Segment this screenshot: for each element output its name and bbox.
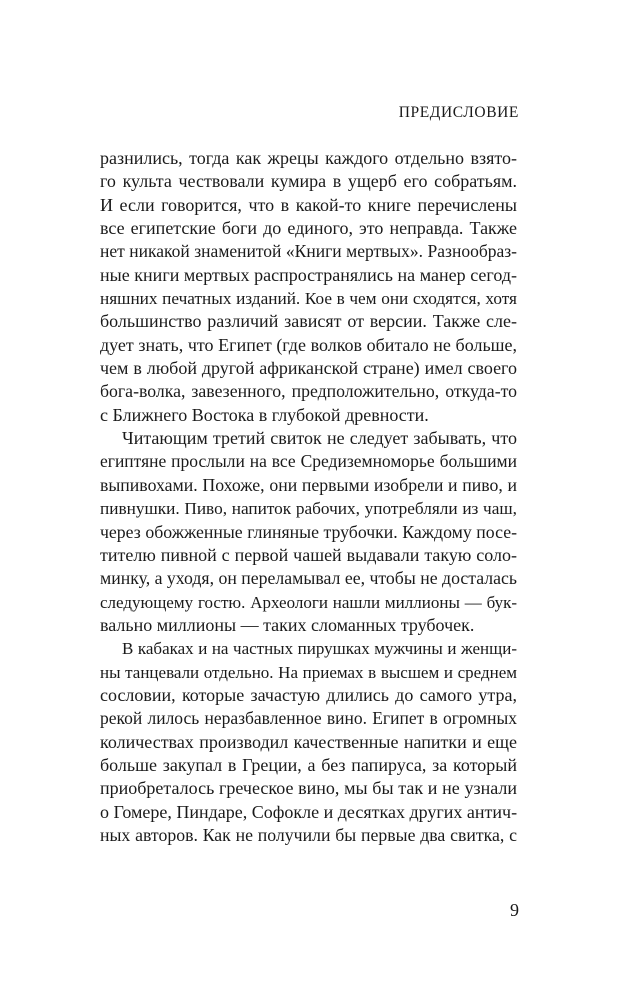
text-line: все египетские боги до единого, это неправда. Также (100, 218, 517, 239)
text-line: няшних печатных изданий. Кое в чем они сходятся, хотя (100, 289, 517, 309)
text-line: приобреталось греческое вино, мы бы так и не узнали (100, 778, 517, 799)
text-line: ных авторов. Как не получили бы первые два свитка, с (100, 824, 517, 845)
text-line: с Ближнего Востока в глубокой древности. (100, 404, 429, 425)
text-line: через обожженные глиняные трубочки. Каждому посе- (100, 521, 517, 542)
text-line: чем в любой другой африканской стране) имел своего (100, 358, 517, 379)
text-line: Читающим третий свиток не следует забывать, что (122, 428, 517, 449)
page-number: 9 (510, 900, 519, 920)
text-line: ные книги мертвых распространялись на манер сегод- (100, 264, 517, 285)
text-line: большинство различий зависят от версии. Также сле- (100, 311, 517, 332)
body-text (100, 147, 517, 847)
text-line: И если говорится, что в какой-то книге перечислены (100, 194, 517, 215)
running-head: ПРЕДИСЛОВИЕ (398, 104, 519, 121)
text-line: В кабаках и на частных пирушках мужчины и женщи- (122, 639, 517, 659)
text-line: больше закупал в Греции, а без папируса, за который (100, 754, 517, 775)
paragraph (100, 427, 517, 637)
text-line: выпивохами. Похоже, они первыми изобрели и пиво, и (100, 474, 517, 495)
text-line: египтяне прослыли на все Средиземноморье большими (100, 451, 517, 472)
text-line: количествах производил качественные напитки и еще (100, 731, 517, 752)
text-line: го культа чествовали кумира в ущерб его собратьям. (100, 171, 517, 192)
text-line: дует знать, что Египет (где волков обитало не больше, (100, 334, 517, 355)
text-line: бога-волка, завезенного, предположительно, откуда-то (100, 381, 517, 402)
text-line: пивнушки. Пиво, напиток рабочих, употребляли из чаш, (100, 499, 517, 519)
paragraph (100, 147, 517, 427)
text-line: вально миллионы — таких сломанных трубочек. (100, 614, 475, 635)
text-line: сословии, которые зачастую длились до самого утра, (100, 684, 517, 705)
text-line: рекой лилось неразбавленное вино. Египет в огромных (100, 708, 517, 729)
text-line: тителю пивной с первой чашей выдавали такую соло- (100, 544, 517, 565)
text-line: нет никакой знаменитой «Книги мертвых». Разнообраз- (100, 241, 517, 262)
text-line: следующему гостю. Археологи нашли миллионы — бук- (100, 592, 517, 612)
text-line: о Гомере, Пиндаре, Софокле и десятках других антич- (100, 801, 518, 822)
text-line: ны танцевали отдельно. На приемах в высшем и среднем (100, 662, 517, 682)
text-line: минку, а уходя, он переламывал ее, чтобы не досталась (100, 568, 517, 589)
paragraph (100, 637, 517, 847)
text-line: разнились, тогда как жрецы каждого отдельно взято- (100, 148, 517, 168)
